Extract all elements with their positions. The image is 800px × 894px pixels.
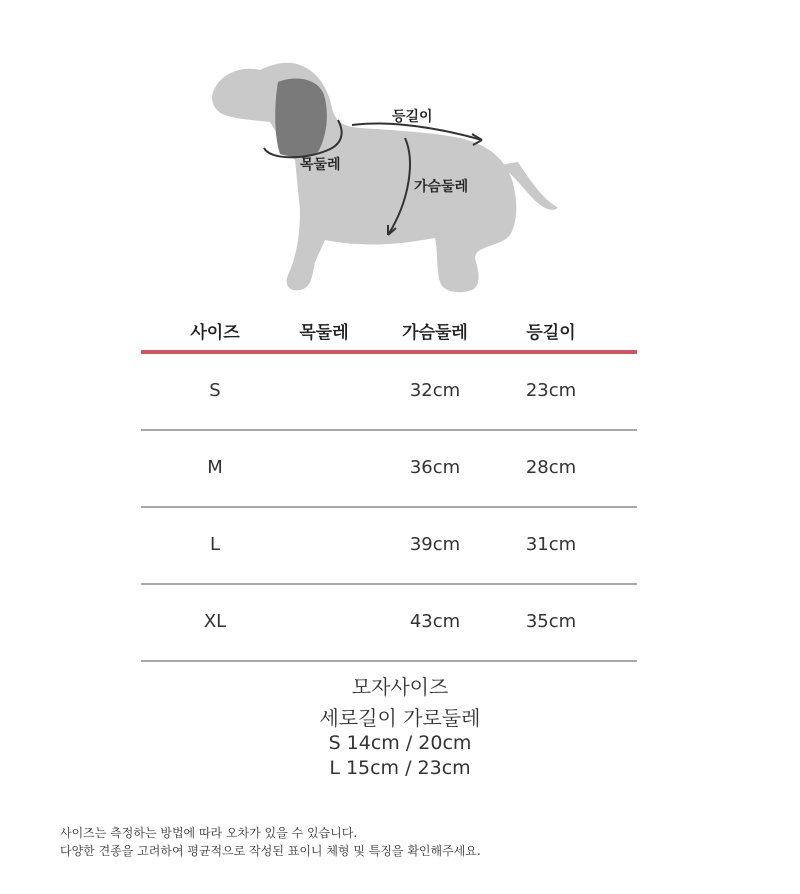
header-chest: 가슴둘레 <box>402 323 468 343</box>
hat-size-subtitle: 세로길이 가로둘레 <box>319 706 481 730</box>
table-header <box>141 310 637 354</box>
table-row <box>141 508 637 585</box>
hat-size-title: 모자사이즈 <box>351 675 449 699</box>
header-back: 등길이 <box>526 323 576 343</box>
table-row <box>141 431 637 508</box>
cell-back: 23cm <box>525 380 577 401</box>
header-size: 사이즈 <box>190 323 240 343</box>
dog-body <box>212 63 516 292</box>
back-length-label: 등길이 <box>392 109 433 125</box>
cell-size: M <box>207 457 223 478</box>
size-notes <box>60 824 481 860</box>
table-row <box>141 354 637 431</box>
cell-chest: 39cm <box>409 534 461 555</box>
note-breed-average: 다양한 견종을 고려하여 평균적으로 작성된 표이니 체형 및 특징을 확인해주세요. <box>60 844 481 858</box>
dog-measurement-diagram <box>200 50 570 300</box>
cell-back: 28cm <box>525 457 577 478</box>
cell-size: XL <box>203 611 227 632</box>
table-row <box>141 585 637 662</box>
cell-back: 31cm <box>525 534 577 555</box>
cell-chest: 36cm <box>409 457 461 478</box>
size-table <box>141 310 637 662</box>
neck-circumference-label: 목둘레 <box>300 157 341 173</box>
dog-ear <box>275 78 327 156</box>
cell-chest: 32cm <box>409 380 461 401</box>
header-neck: 목둘레 <box>299 323 349 343</box>
chest-circumference-label: 가슴둘레 <box>414 179 469 195</box>
cell-size: L <box>209 534 221 555</box>
cell-back: 35cm <box>525 611 577 632</box>
hat-size-small: S 14cm / 20cm <box>328 732 472 754</box>
cell-chest: 43cm <box>409 611 461 632</box>
hat-size-section <box>0 675 800 781</box>
hat-size-large: L 15cm / 23cm <box>329 757 471 779</box>
note-measurement-error: 사이즈는 측정하는 방법에 따라 오차가 있을 수 있습니다. <box>60 826 358 840</box>
cell-size: S <box>209 380 221 401</box>
